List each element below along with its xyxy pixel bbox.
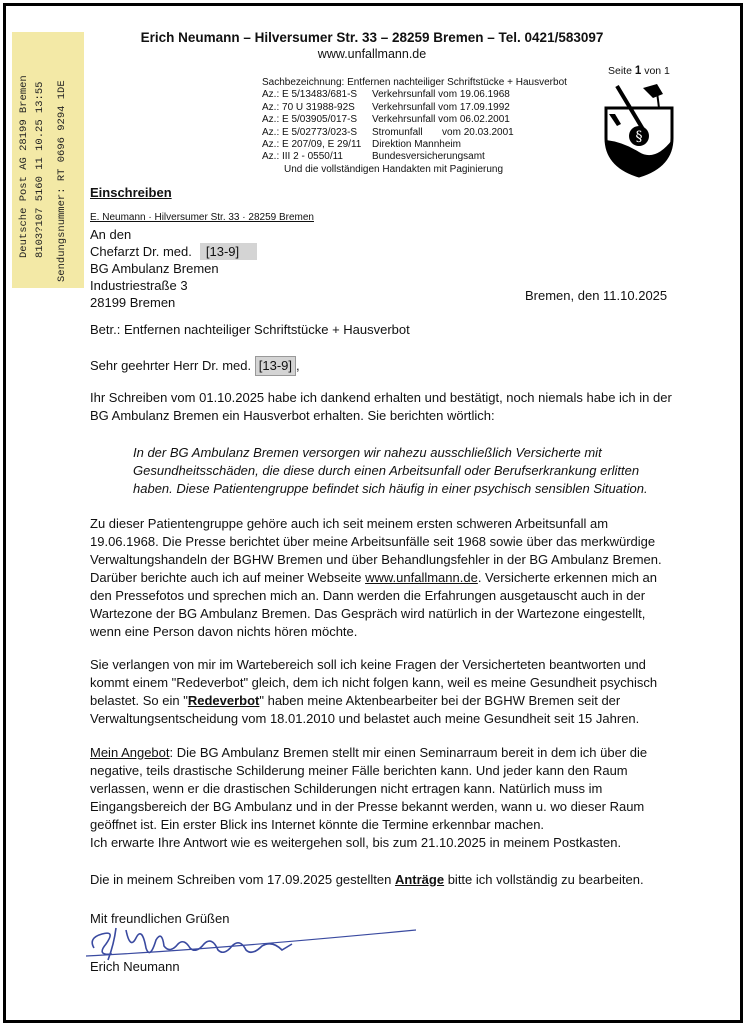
recipient-address	[90, 226, 257, 311]
registered-mail-label: Einschreiben	[90, 185, 172, 200]
reference-description: Bundesversicherungsamt	[372, 151, 485, 163]
emphasis-redeverbot: Redeverbot	[187, 693, 260, 708]
paragraph-4	[90, 744, 680, 852]
paragraph-5	[90, 871, 680, 889]
paragraph-text: : Die BG Ambulanz Bremen stellt mir einen Seminarraum bereit in dem ich über die negative, teils drastische Schilderung meiner Fälle berichten kann. Und jeder kann den Raum verlassen, wenn er die drastischen Schilderungen nicht ertragen kann. Natürlich muss im Eingangsbereich der BG Ambulanz und in der Presse bekannt werden, wann u. wo dieser Raum geöffnet ist. Ein erster Blick ins Internet könnte die Termine erkennbar machen.	[90, 745, 648, 832]
letterhead-title: Erich Neumann – Hilversumer Str. 33 – 28259 Bremen – Tel. 0421/583097	[140, 30, 604, 45]
reference-number: Az.: E 5/02773/023-S	[262, 126, 358, 138]
reference-description: Stromunfall vom 20.03.2001	[372, 126, 514, 138]
paragraph-text: Ich erwarte Ihre Antwort wie es weitergehen soll, bis zum 21.10.2025 in meinem Postkasten.	[90, 835, 622, 850]
reference-description: Verkehrsunfall vom 19.06.1968	[372, 89, 510, 101]
subject-title: Sachbezeichnung: Entfernen nachteiliger Schriftstücke + Hausverbot	[262, 77, 567, 88]
salutation-text: Sehr geehrter Herr Dr. med.	[90, 358, 252, 373]
salutation	[90, 356, 300, 376]
address-line: An den	[90, 227, 132, 242]
address-line: BG Ambulanz Bremen	[90, 261, 219, 276]
page-prefix: Seite	[608, 65, 632, 77]
reference-description: Verkehrsunfall vom 17.09.1992	[372, 101, 510, 113]
address-line: Industriestraße 3	[90, 278, 188, 293]
reference-number: Az.: E 5/13483/681-S	[262, 89, 358, 101]
page-current: 1	[634, 65, 642, 77]
emphasis-antraege: Anträge	[394, 872, 445, 887]
reference-row	[262, 127, 567, 139]
paragraph-text: . Versicherte erkennen mich an den Pressefotos und sprechen mich an. Dann werden die Erfahrungen ausgetauscht auch in der Wartezone der BG Ambulanz Bremen. Das Gespräch wird natürlich in der Wartezone eingestellt, wenn eine Person davon nichts hören möchte.	[90, 570, 658, 639]
closing: Mit freundlichen Grüßen	[90, 911, 230, 926]
subject-block	[262, 77, 567, 176]
redaction-box: [13-9]	[255, 356, 296, 376]
paragraph-text: bitte ich vollständig zu bearbeiten.	[444, 872, 644, 887]
paragraph-text: Zu dieser Patientengruppe gehöre auch ich seit meinem ersten schweren Arbeitsunfall am 19.06.1968. Die Presse berichtet über meine Arbeitsunfälle seit 1968 sowie über das merkwürdige Verwaltungshandeln der BGHW Bremen und über Behandlungsfehler in der BG Ambulanz Bremen. Darüber berichte auch ich auf meiner Webseite	[90, 516, 662, 585]
reference-row	[262, 151, 567, 163]
letterhead-website[interactable]: www.unfallmann.de	[317, 47, 427, 61]
reference-number: Az.: E 207/09, E 29/11	[262, 139, 362, 151]
stamp-line-3: Sendungsnummer: RT 0696 9294 1DE	[56, 80, 68, 282]
stamp-line-1: Deutsche Post AG 28199 Bremen	[18, 75, 30, 258]
offer-label: Mein Angebot	[90, 745, 170, 760]
address-line: 28199 Bremen	[90, 295, 176, 310]
sender-line: E. Neumann · Hilversumer Str. 33 · 28259 Bremen	[90, 212, 314, 223]
reference-row	[262, 102, 567, 114]
paragraph-text: " haben meine Aktenbearbeiter bei der BGHW Bremen seit der Verwaltungsentscheidung vom 18.01.2010 und belastet auch meine Gesundheit seit 15 Jahren.	[90, 693, 640, 726]
page-total: von 1	[644, 65, 670, 77]
svg-text:§: §	[635, 129, 643, 145]
reference-description: Verkehrsunfall vom 06.02.2001	[372, 114, 510, 126]
address-line	[90, 243, 257, 260]
reference-number: Az.: 70 U 31988-92S	[262, 101, 355, 113]
page-indicator	[608, 65, 670, 77]
quoted-text: In der BG Ambulanz Bremen versorgen wir nahezu ausschließlich Versicherte mit Gesundheitsschäden, die diese durch einen Arbeitsunfall oder Berufserkrankung erlitten haben. Diese Patientengruppe befindet sich häufig in einer psychisch sensiblen Situation.	[133, 445, 648, 496]
letter-subject: Betr.: Entfernen nachteiliger Schriftstücke + Hausverbot	[90, 322, 410, 337]
signature-name: Erich Neumann	[90, 959, 180, 974]
paragraph-text: Die in meinem Schreiben vom 17.09.2025 gestellten	[90, 872, 395, 887]
subject-footer: Und die vollständigen Handakten mit Paginierung	[284, 163, 504, 175]
paragraph-shield-logo-icon	[603, 80, 675, 178]
address-title: Chefarzt Dr. med.	[90, 244, 192, 259]
paragraph-text: Sie verlangen von mir im Wartebereich soll ich keine Fragen der Versicherteten beantworten und kommt einem "Redeverbot" gleich, dem ich nicht folgen kann, weil es meine Gesundheit psychisch belastet. So ein "	[90, 657, 658, 708]
paragraph-1: Ihr Schreiben vom 01.10.2025 habe ich dankend erhalten und bestätigt, noch niemals habe ich in der BG Ambulanz Bremen ein Hausverbot erhalten. Sie berichten wörtlich:	[90, 390, 672, 423]
reference-number: Az.: III 2 - 0550/11	[262, 151, 343, 163]
salutation-comma: ,	[296, 358, 300, 373]
reference-description: Direktion Mannheim	[372, 139, 461, 151]
redaction-box: [13-9]	[200, 243, 257, 260]
paragraph-2	[90, 515, 680, 641]
reference-number: Az.: E 5/03905/017-S	[262, 114, 358, 126]
website-link[interactable]: www.unfallmann.de	[365, 570, 478, 585]
postal-stamp	[12, 32, 84, 288]
letter-date: Bremen, den 11.10.2025	[525, 288, 668, 303]
stamp-line-2: 8103?107 5160 11 10.25 13:55	[34, 81, 46, 258]
reference-row	[262, 139, 567, 151]
paragraph-3	[90, 656, 680, 728]
reference-row	[262, 114, 567, 126]
reference-row	[262, 89, 567, 101]
